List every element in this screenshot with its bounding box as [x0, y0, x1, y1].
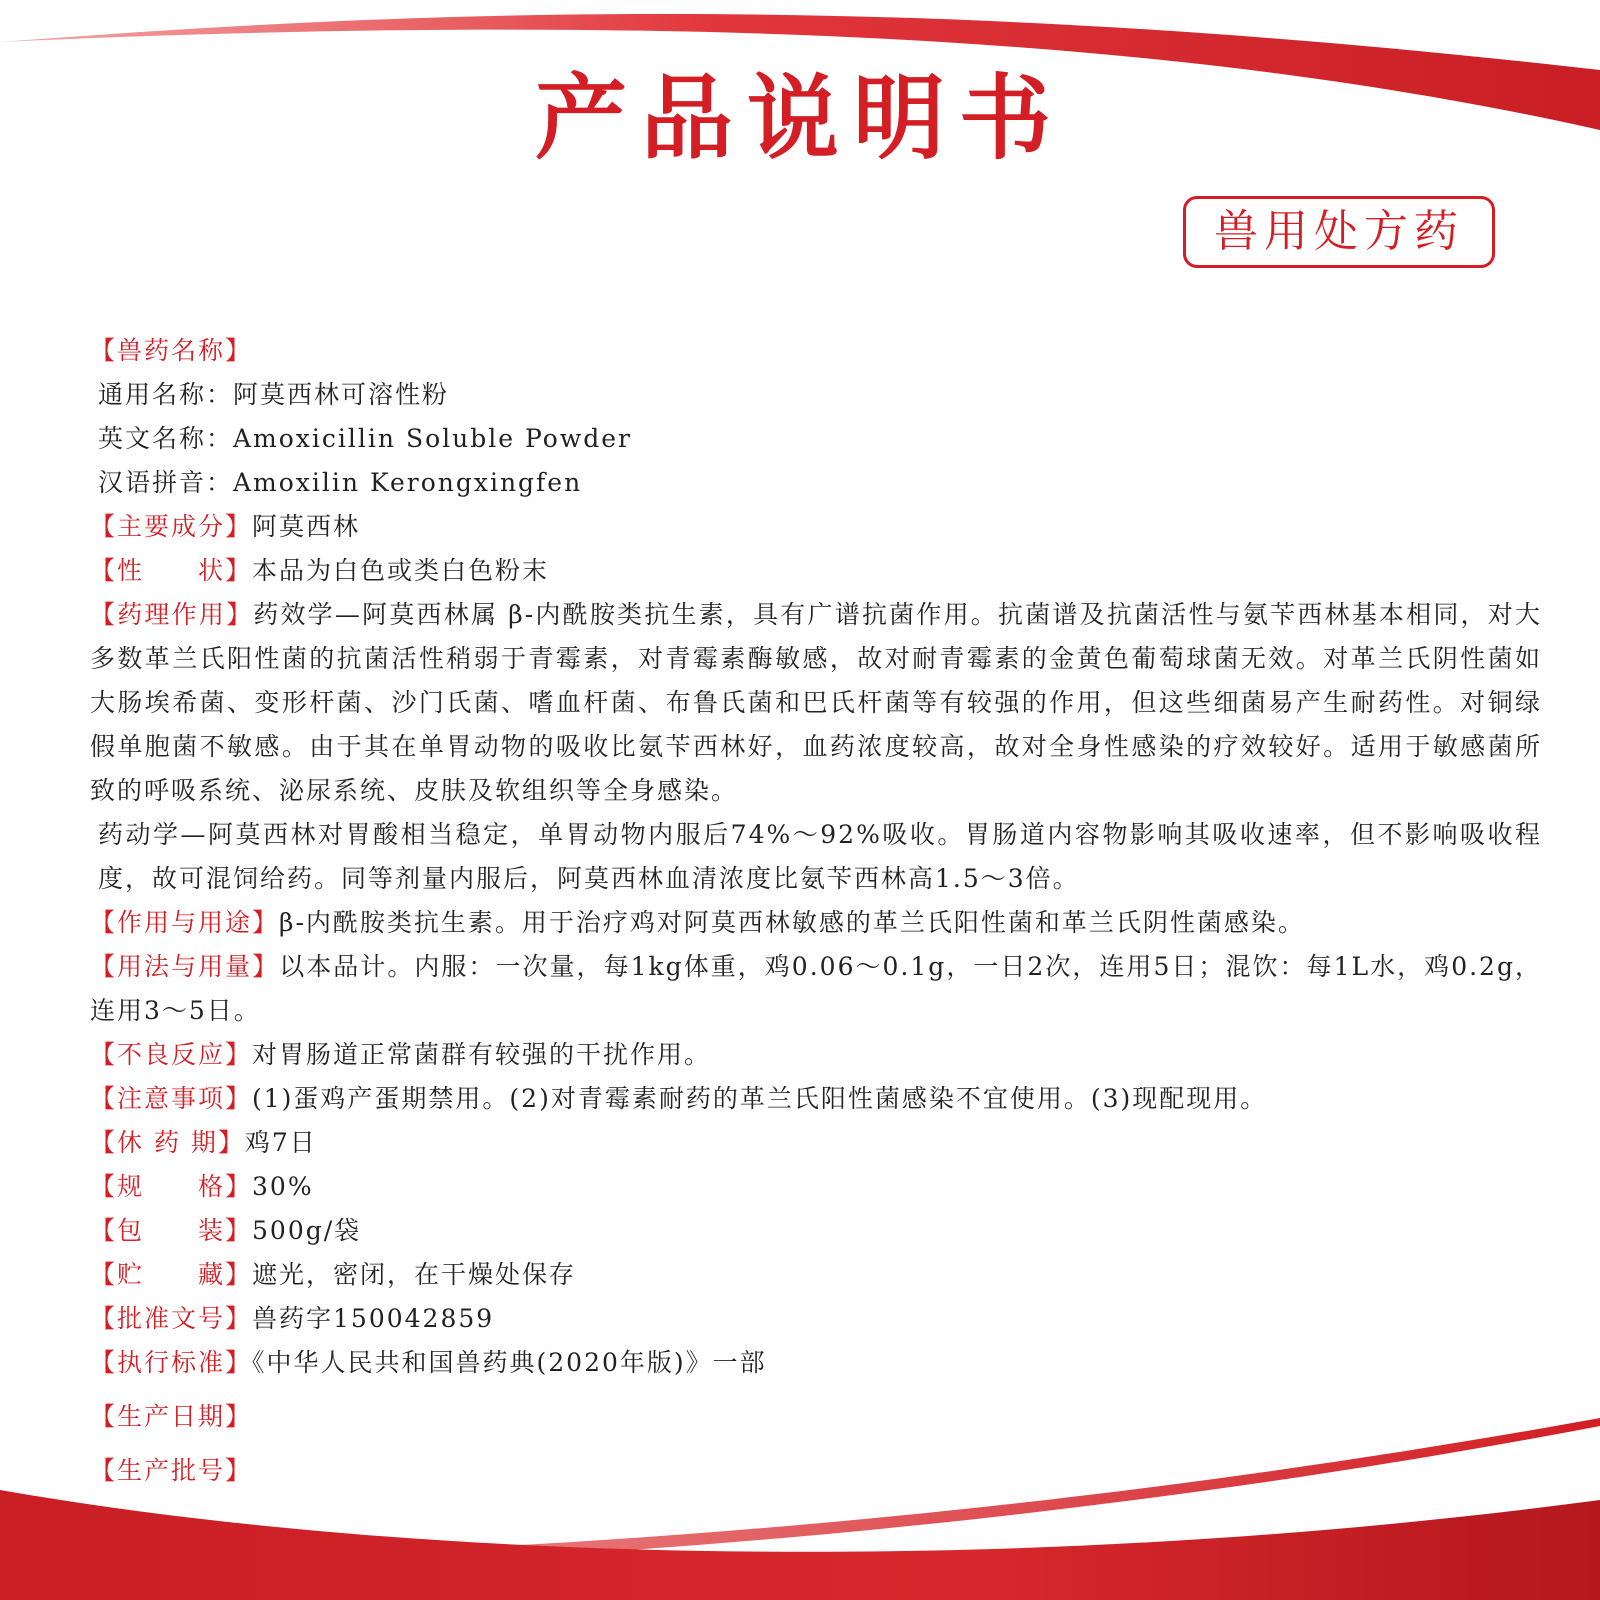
approval-label: 【批准文号】 — [90, 1304, 253, 1333]
pharmacodynamics-text: 药效学—阿莫西林属 β-内酰胺类抗生素，具有广谱抗菌作用。抗菌谱及抗菌活性与氨苄西林基本相同，对大多数革兰氏阳性菌的抗菌活性稍弱于青霉素，对青霉素酶敏感，故对耐青霉素的金黄色葡萄球菌无效。对革兰氏阴性菌如大肠埃希菌、变形杆菌、沙门氏菌、嗜血杆菌、布鲁氏菌和巴氏杆菌等有较强的作用，但这些细菌易产生耐药性。对铜绿假单胞菌不敏感。由于其在单胃动物的吸收比氨苄西林好，血药浓度较高，故对全身性感染的疗效较好。适用于敏感菌所致的呼吸系统、泌尿系统、皮肤及软组织等全身感染。 — [90, 600, 1542, 805]
adverse-row — [90, 1033, 1542, 1077]
pharmacokinetics-text: 药动学—阿莫西林对胃酸相当稳定，单胃动物内服后74%～92%吸收。胃肠道内容物影响其吸收速率，但不影响吸收程度，故可混饲给药。同等剂量内服后，阿莫西林血清浓度比氨苄西林高1.5～3倍。 — [98, 820, 1542, 893]
standard-row — [90, 1341, 1542, 1385]
adverse-label: 【不良反应】 — [90, 1040, 253, 1069]
adverse-value: 对胃肠道正常菌群有较强的干扰作用。 — [252, 1040, 712, 1069]
pharmacology-label: 【药理作用】 — [90, 600, 254, 629]
precautions-label: 【注意事项】 — [90, 1084, 253, 1113]
approval-value: 兽药字150042859 — [252, 1304, 495, 1333]
dosage-value: 以本品计。内服：一次量，每1kg体重，鸡0.06～0.1g，一日2次，连用5日；混饮：每1L水，鸡0.2g，连用3～5日。 — [90, 952, 1542, 1025]
precautions-value: (1)蛋鸡产蛋期禁用。(2)对青霉素耐药的革兰氏阳性菌感染不宜使用。(3)现配现用。 — [252, 1084, 1268, 1113]
dosage-label: 【用法与用量】 — [90, 952, 280, 981]
package-row — [90, 1209, 1542, 1253]
production-date-row — [90, 1395, 1542, 1439]
approval-row — [90, 1297, 1542, 1341]
storage-row — [90, 1253, 1542, 1297]
withdrawal-label: 【休 药 期】 — [90, 1128, 245, 1157]
storage-label: 【贮 藏】 — [90, 1260, 253, 1289]
appearance-row — [90, 549, 1542, 593]
indications-row — [90, 901, 1542, 945]
standard-value: 《中华人民共和国兽药典(2020年版)》一部 — [252, 1348, 767, 1377]
pharmacology-paragraph-1 — [90, 593, 1542, 813]
page-title: 产品说明书 — [534, 64, 1065, 172]
vet-name-row — [90, 329, 1542, 373]
storage-value: 遮光，密闭，在干燥处保存 — [252, 1260, 577, 1289]
spec-label: 【规 格】 — [90, 1172, 253, 1201]
appearance-label: 【性 状】 — [90, 556, 253, 585]
pinyin-row: 汉语拼音：Amoxilin Kerongxingfen — [98, 468, 583, 497]
ingredient-row — [90, 505, 1542, 549]
dosage-row — [90, 945, 1542, 1033]
package-label: 【包 装】 — [90, 1216, 253, 1245]
withdrawal-value: 鸡7日 — [244, 1128, 317, 1157]
english-name-row: 英文名称：Amoxicillin Soluble Powder — [98, 424, 632, 453]
withdrawal-row — [90, 1121, 1542, 1165]
indications-value: β-内酰胺类抗生素。用于治疗鸡对阿莫西林敏感的革兰氏阳性菌和革兰氏阴性菌感染。 — [279, 908, 1305, 937]
appearance-value: 本品为白色或类白色粉末 — [252, 556, 550, 585]
bottom-swoosh-main — [0, 1490, 1600, 1600]
standard-label: 【执行标准】 — [90, 1348, 253, 1377]
precautions-row — [90, 1077, 1542, 1121]
prescription-badge: 兽用处方药 — [1183, 196, 1495, 268]
production-date-label: 【生产日期】 — [90, 1402, 253, 1431]
indications-label: 【作用与用途】 — [90, 908, 280, 937]
common-name-row: 通用名称：阿莫西林可溶性粉 — [98, 380, 450, 409]
spec-value: 30% — [252, 1172, 314, 1201]
package-value: 500g/袋 — [252, 1216, 362, 1245]
instruction-content — [90, 329, 1542, 1493]
batch-number-row — [90, 1449, 1542, 1493]
ingredient-label: 【主要成分】 — [90, 512, 253, 541]
vet-name-label: 【兽药名称】 — [90, 336, 253, 365]
spec-row — [90, 1165, 1542, 1209]
batch-number-label: 【生产批号】 — [90, 1456, 253, 1485]
ingredient-value: 阿莫西林 — [252, 512, 361, 541]
